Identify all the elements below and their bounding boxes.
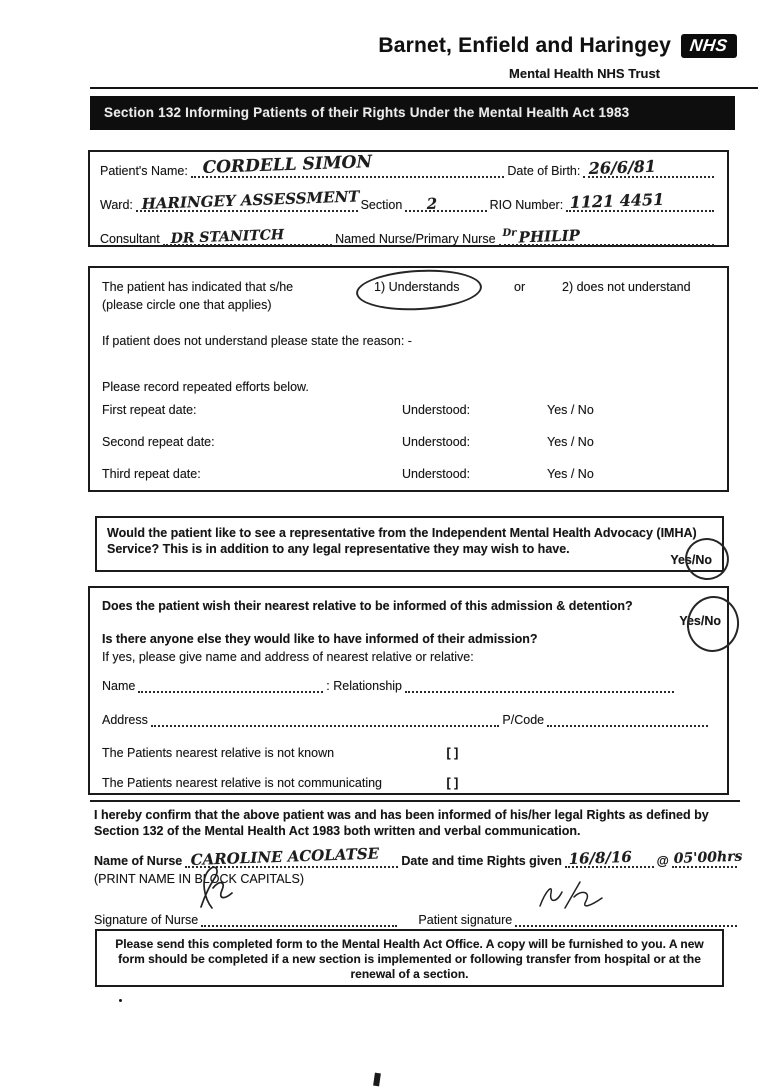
trust-name: Barnet, Enfield and Haringey <box>378 34 671 57</box>
not-communicating-checkbox: [ ] <box>446 776 459 790</box>
address-field <box>151 712 500 727</box>
repeat-prompt: Please record repeated efforts below. <box>102 380 309 394</box>
first-repeat-label: First repeat date: <box>102 403 197 417</box>
yes-no-options: Yes / No <box>547 403 594 417</box>
not-communicating-row <box>102 774 458 792</box>
not-known-row <box>102 744 458 762</box>
if-yes-instruction: If yes, please give name and address of nearest relative or relative: <box>102 650 474 664</box>
block-capitals-note: (PRINT NAME IN BLOCK CAPITALS) <box>94 872 304 886</box>
dob-field <box>583 156 714 178</box>
nurse-signature-label: Signature of Nurse <box>94 913 199 927</box>
ward-handwritten: HARINGEY ASSESSMENT <box>141 187 360 213</box>
time-handwritten: 05'00hrs <box>673 848 743 867</box>
understood-label: Understood: <box>402 403 471 417</box>
understood-label: Understood: <box>402 467 471 481</box>
scan-speck <box>119 999 122 1002</box>
named-nurse-handwritten <box>502 226 580 247</box>
nurse-name-handwritten: CAROLINE ACOLATSE <box>190 844 380 869</box>
dob-label: Date of Birth: <box>507 164 581 178</box>
consultant-row <box>100 226 717 247</box>
dob-handwritten: 26/6/81 <box>588 156 657 178</box>
patient-signature-scribble <box>532 880 610 912</box>
relationship-label: : Relationship <box>326 679 403 693</box>
consultant-field <box>163 227 332 247</box>
section-field <box>405 194 486 213</box>
relative-address-row <box>102 712 711 727</box>
named-nurse-field <box>499 226 714 247</box>
trust-subtitle: Mental Health NHS Trust <box>509 66 660 81</box>
not-known-checkbox: [ ] <box>446 746 459 760</box>
imha-question: Would the patient like to see a representative from the Independent Mental Health Advocacy (IMHA) Service? This is in addition to any legal representative they may wish to have. <box>107 526 697 556</box>
relative-yes-no: Yes/No <box>679 614 721 628</box>
nhs-logo-text: NHS <box>689 36 730 55</box>
relative-question: Does the patient wish their nearest relative to be informed of this admission & detention? <box>102 599 633 613</box>
pcode-label: P/Code <box>502 713 545 727</box>
nearest-relative-box <box>88 586 729 795</box>
imha-box <box>95 516 724 572</box>
relative-name-field <box>138 678 323 693</box>
date-field <box>565 847 654 868</box>
understanding-intro: The patient has indicated that s/he <box>102 280 294 294</box>
footer-notice-box <box>95 929 724 987</box>
rio-handwritten: 1121 4451 <box>569 189 665 212</box>
patient-details-box <box>88 150 729 247</box>
at-symbol: @ <box>656 854 669 868</box>
footer-notice: Please send this completed form to the Mental Health Act Office. A copy will be furnished to you. A new form should be completed if a new section is implemented or following transfer from hospital or at the renewal of a section. <box>115 937 704 981</box>
scan-mark <box>373 1073 381 1087</box>
reason-prompt: If patient does not understand please state the reason: - <box>102 334 412 348</box>
third-repeat-label: Third repeat date: <box>102 467 201 481</box>
pcode-field <box>547 712 708 727</box>
ward-label: Ward: <box>100 198 133 212</box>
patient-signature-label: Patient signature <box>418 913 513 927</box>
nurse-signature-field <box>201 912 397 927</box>
patient-signature-field <box>515 912 737 927</box>
ward-field <box>136 187 360 213</box>
rio-label: RIO Number: <box>489 198 564 212</box>
header-rule <box>90 87 758 89</box>
date-handwritten: 16/8/16 <box>568 847 632 868</box>
section-label: Section <box>360 198 403 212</box>
option-understands: 1) Understands <box>374 280 460 294</box>
trust-header <box>378 34 737 58</box>
time-field <box>672 848 743 868</box>
nurse-signature-scribble <box>182 864 240 910</box>
address-label: Address <box>102 713 148 727</box>
datetime-label: Date and time Rights given <box>401 854 562 868</box>
imha-yes-no: Yes/No <box>670 553 712 567</box>
yes-no-options: Yes / No <box>547 467 594 481</box>
rio-field <box>566 189 714 212</box>
relationship-field <box>405 678 674 693</box>
relative-name-row <box>102 678 677 693</box>
consultant-handwritten: DR STANITCH <box>170 227 285 247</box>
named-nurse-value-handwritten: PHILIP <box>517 226 580 247</box>
patient-name-field <box>191 152 505 178</box>
patient-name-row <box>100 152 717 178</box>
understood-label: Understood: <box>402 435 471 449</box>
confirmation-statement: I hereby confirm that the above patient was and has been informed of his/her legal Rights as defined by Section 132 of the Mental Health Act 1983 both written and verbal communication. <box>94 808 709 838</box>
named-nurse-prefix-handwritten: Dr <box>501 227 517 240</box>
repeat-table <box>102 403 715 481</box>
circle-instruction: (please circle one that applies) <box>102 298 272 312</box>
section-handwritten: 2 <box>426 194 438 213</box>
nurse-name-label: Name of Nurse <box>94 854 183 868</box>
nhs-logo-icon <box>681 34 737 58</box>
consultant-label: Consultant <box>100 232 160 246</box>
anyone-else-question: Is there anyone else they would like to have informed of their admission? <box>102 632 538 646</box>
yes-no-options: Yes / No <box>547 435 594 449</box>
not-known-label: The Patients nearest relative is not known <box>102 746 335 760</box>
signature-row <box>94 912 740 927</box>
confirmation-section <box>90 800 743 927</box>
second-repeat-label: Second repeat date: <box>102 435 215 449</box>
named-nurse-label: Named Nurse/Primary Nurse <box>335 232 496 246</box>
patient-name-label: Patient's Name: <box>100 164 188 178</box>
relative-name-label: Name <box>102 679 136 693</box>
form-title-bar: Section 132 Informing Patients of their Rights Under the Mental Health Act 1983 <box>90 96 735 130</box>
ward-row <box>100 187 717 213</box>
patient-name-handwritten: CORDELL SIMON <box>202 152 373 178</box>
option-not-understand: 2) does not understand <box>562 280 691 294</box>
not-communicating-label: The Patients nearest relative is not communicating <box>102 776 382 790</box>
or-label: or <box>514 280 526 294</box>
understanding-box <box>88 266 729 492</box>
